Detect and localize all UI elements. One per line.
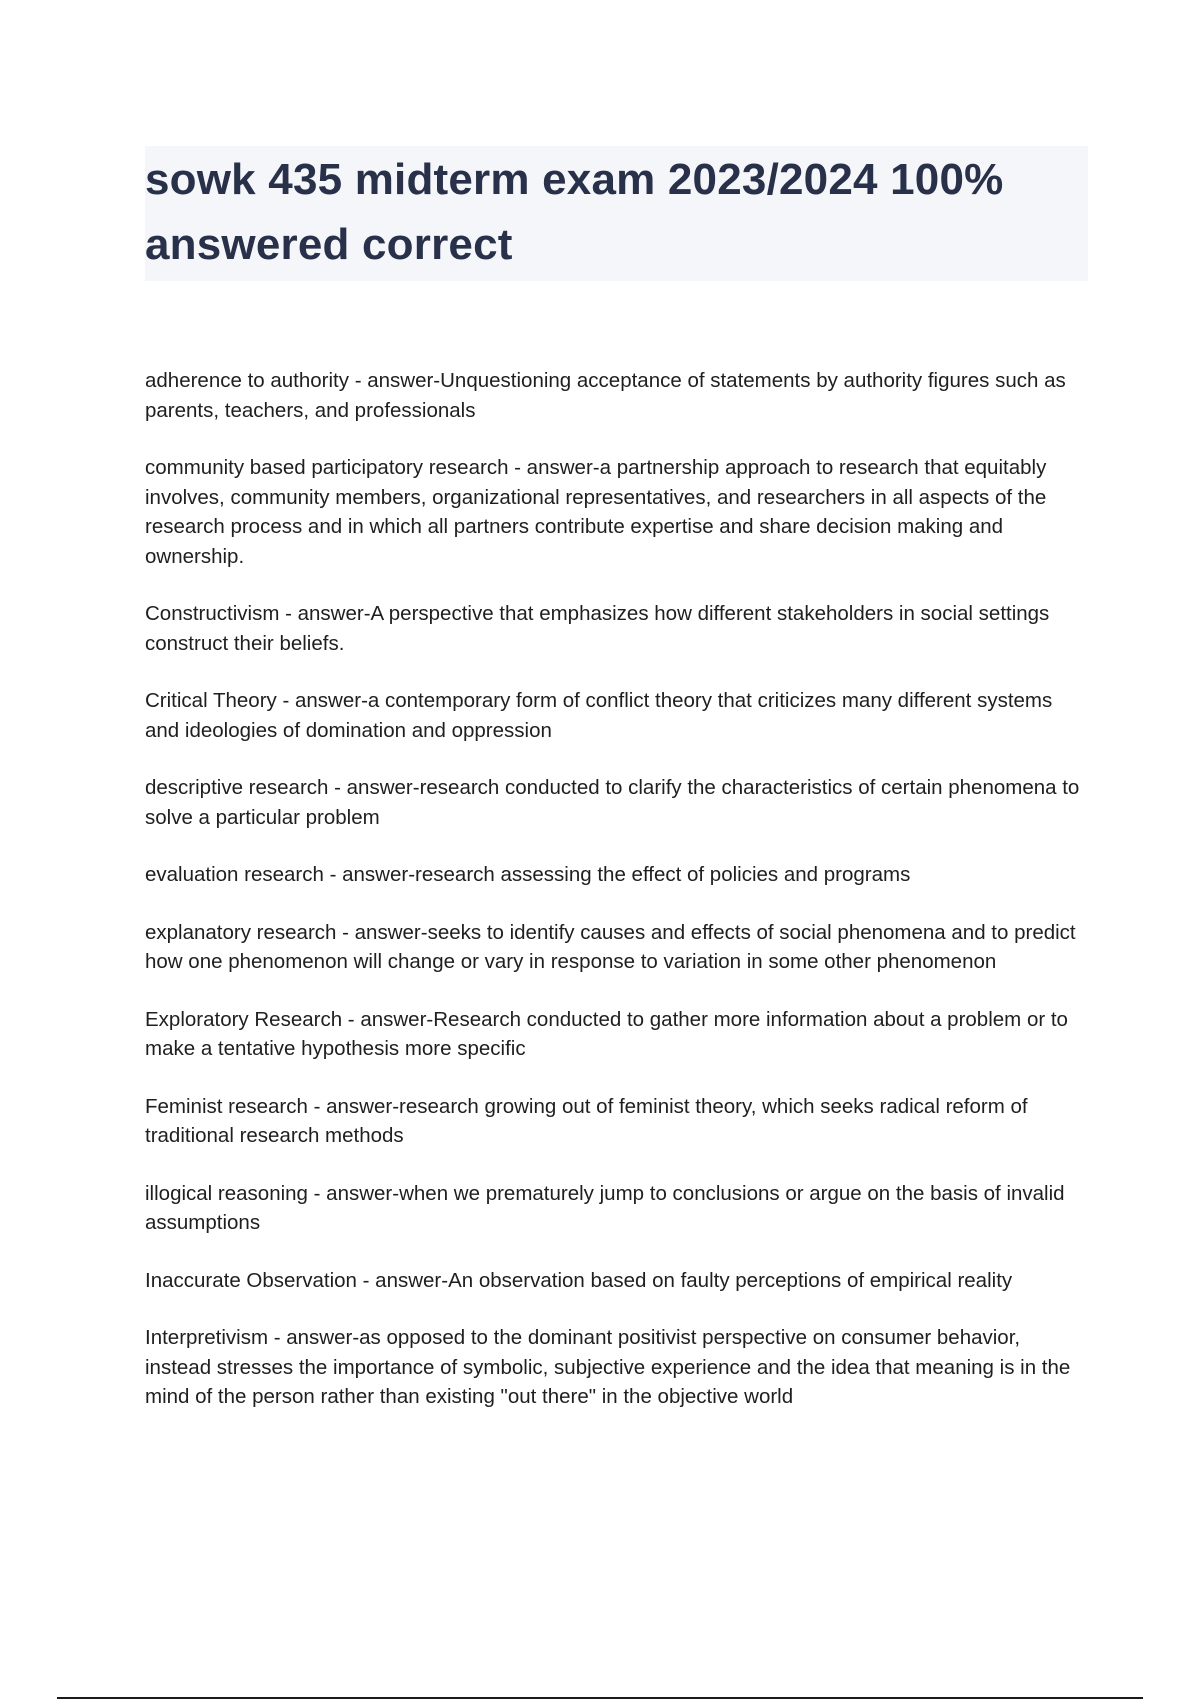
definition-entry: adherence to authority - answer-Unquestioning acceptance of statements by authority figures such as parents, teachers, and professionals xyxy=(145,369,1066,422)
definition-entry: community based participatory research - answer-a partnership approach to research that equitably involves, community members, organizational representatives, and researchers in all aspects of the research process and in which all partners contribute expertise and share decision making and ownership. xyxy=(145,456,1047,568)
definition-entry: Exploratory Research - answer-Research conducted to gather more information about a problem or to make a tentative hypothesis more specific xyxy=(145,1007,1068,1060)
definition-entry: Feminist research - answer-research growing out of feminist theory, which seeks radical reform of traditional research methods xyxy=(145,1094,1028,1147)
title-banner xyxy=(145,146,1088,281)
definition-entry: illogical reasoning - answer-when we prematurely jump to conclusions or argue on the basis of invalid assumptions xyxy=(145,1181,1065,1234)
definition-entry: Critical Theory - answer-a contemporary form of conflict theory that criticizes many different systems and ideologies of domination and oppression xyxy=(145,689,1053,742)
definition-entry: evaluation research - answer-research assessing the effect of policies and programs xyxy=(145,863,911,886)
page-title: sowk 435 midterm exam 2023/2024 100% answered correct xyxy=(145,155,1004,269)
footer-divider xyxy=(57,1697,1143,1699)
definition-list xyxy=(145,366,1090,1440)
definition-entry: Constructivism - answer-A perspective that emphasizes how different stakeholders in social settings construct their beliefs. xyxy=(145,602,1050,655)
definition-entry: descriptive research - answer-research conducted to clarify the characteristics of certain phenomena to solve a particular problem xyxy=(145,776,1080,829)
definition-entry: explanatory research - answer-seeks to identify causes and effects of social phenomena and to predict how one phenomenon will change or vary in response to variation in some other phenomenon xyxy=(145,920,1076,973)
definition-entry: Interpretivism - answer-as opposed to the dominant positivist perspective on consumer behavior, instead stresses the importance of symbolic, subjective experience and the idea that meaning is in the mind of the person rather than existing "out there" in the objective world xyxy=(145,1326,1071,1408)
definition-entry: Inaccurate Observation - answer-An observation based on faulty perceptions of empirical reality xyxy=(145,1268,1013,1292)
